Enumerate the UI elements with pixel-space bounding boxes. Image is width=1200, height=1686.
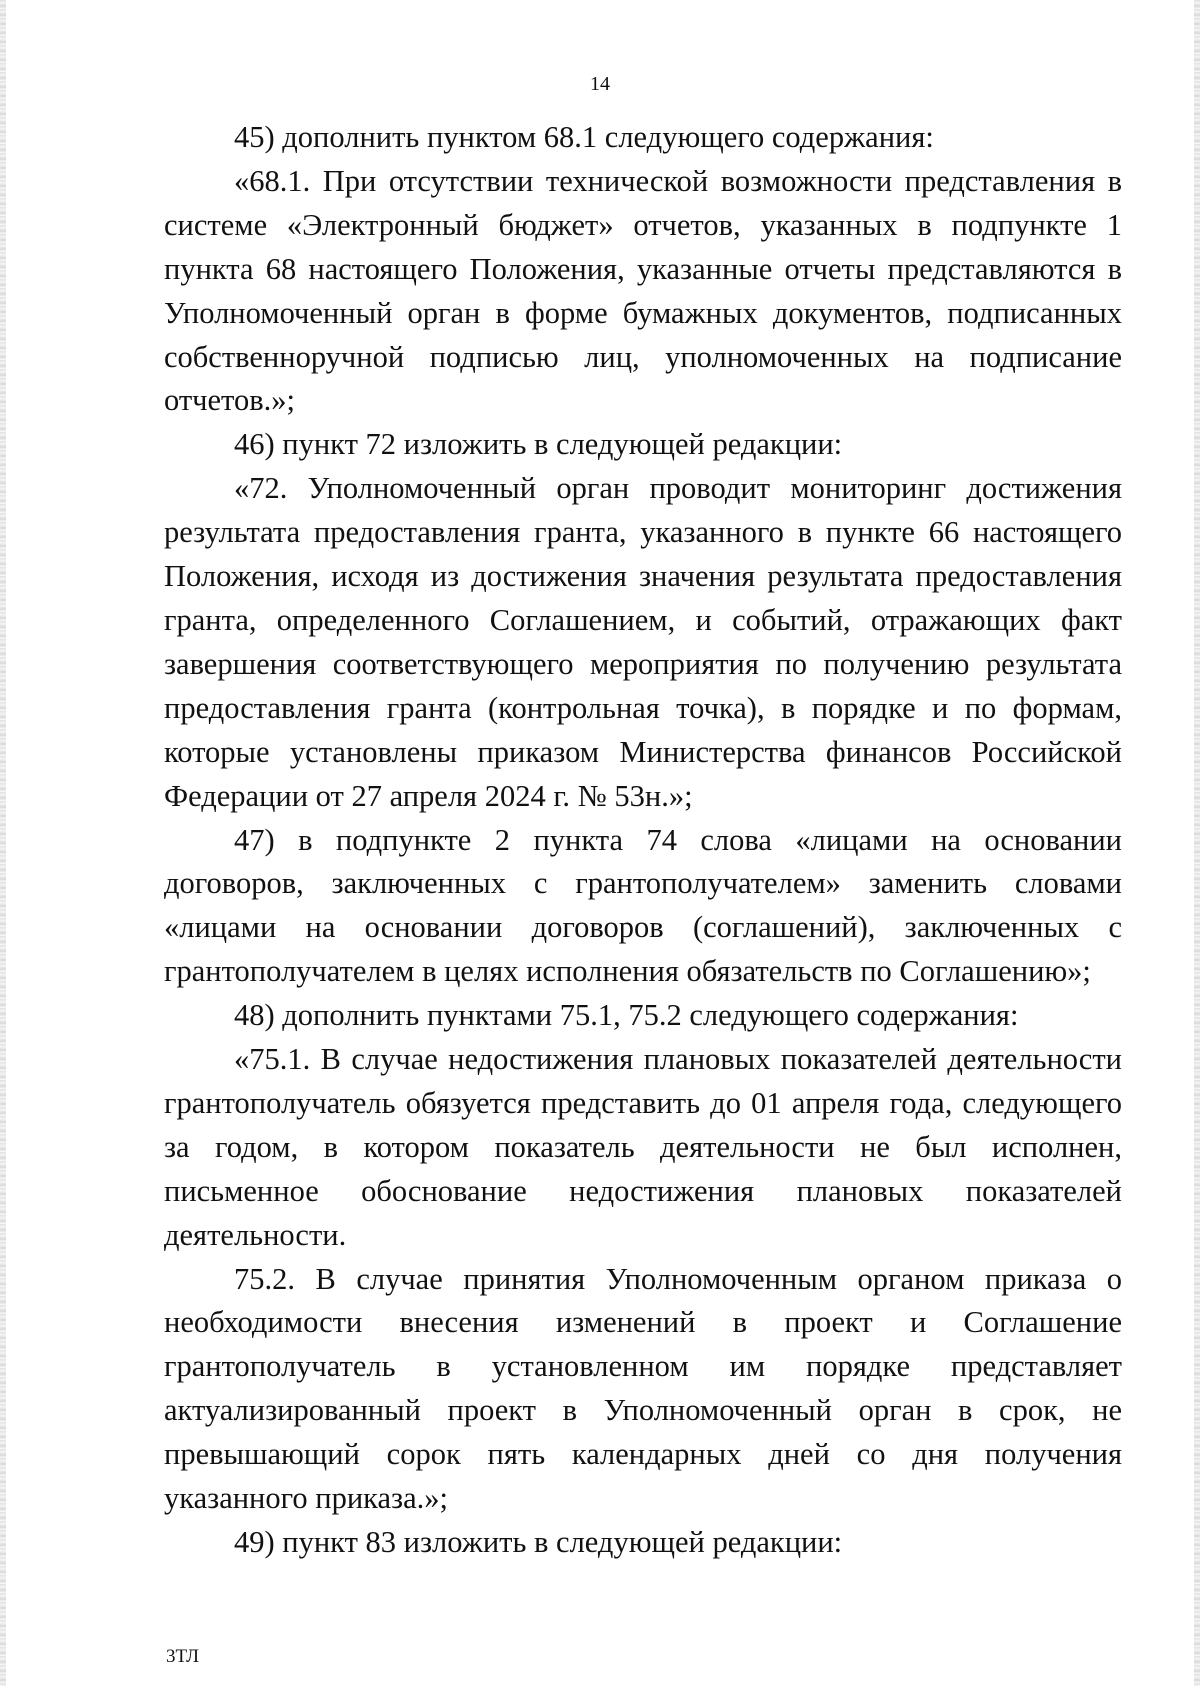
scan-edge-right [1194,0,1200,1686]
paragraph-quote-68-1: «68.1. При отсутствии технической возможности представления в системе «Электронный бюджет» отчетов, указанных в подпункте 1 пункта 68 настоящего Положения, указанные отчеты представляются в Уполномоченный орган в форме бумажных документов, подписанных собственноручной подписью лиц, уполномоченных на подписание отчетов.»; [164,163,1122,418]
paragraph-item-45: 45) дополнить пунктом 68.1 следующего содержания: [234,120,934,154]
document-body [164,116,1122,1565]
paragraph-item-46: 46) пункт 72 изложить в следующей редакции: [234,427,843,462]
paragraph-item-49: 49) пункт 83 изложить в следующей редакции: [234,1525,843,1559]
page-number: 14 [590,73,610,95]
paragraph-item-47: 47) в подпункте 2 пункта 74 слова «лицами на основании договоров, заключенных с грантополучателем» заменить словами «лицами на основании договоров (соглашений), заключенных с грантополучателем в целях исполнения обязательств по Соглашению»; [164,822,1122,989]
paragraph-item-48: 48) дополнить пунктами 75.1, 75.2 следующего содержания: [234,998,1019,1033]
paragraph-quote-75-1: «75.1. В случае недостижения плановых показателей деятельности грантополучатель обязуется представить до 01 апреля года, следующего за годом, в котором показатель деятельности не был исполнен, письменное обоснование недостижения плановых показателей деятельности. [164,1042,1122,1252]
paragraph-quote-72: «72. Уполномоченный орган проводит мониторинг достижения результата предоставления гранта, указанного в пункте 66 настоящего Положения, исходя из достижения значения результата предоставления гранта, определенного Соглашением, и событий, отражающих факт завершения соответствующего мероприятия по получению результата предоставления гранта (контрольная точка), в порядке и по формам, которые установлены приказом Министерства финансов Российской Федерации от 27 апреля 2024 г. № 53н.»; [164,471,1122,813]
paragraph-quote-75-2: 75.2. В случае принятия Уполномоченным органом приказа о необходимости внесения изменений в проект и Соглашение грантополучатель в установленном им порядке представляет актуализированный проект в Уполномоченный орган в срок, не превышающий сорок пять календарных дней со дня получения указанного приказа.»; [164,1261,1122,1516]
footer-code: 3ТЛ [166,1646,200,1667]
scan-edge-left [0,0,6,1686]
